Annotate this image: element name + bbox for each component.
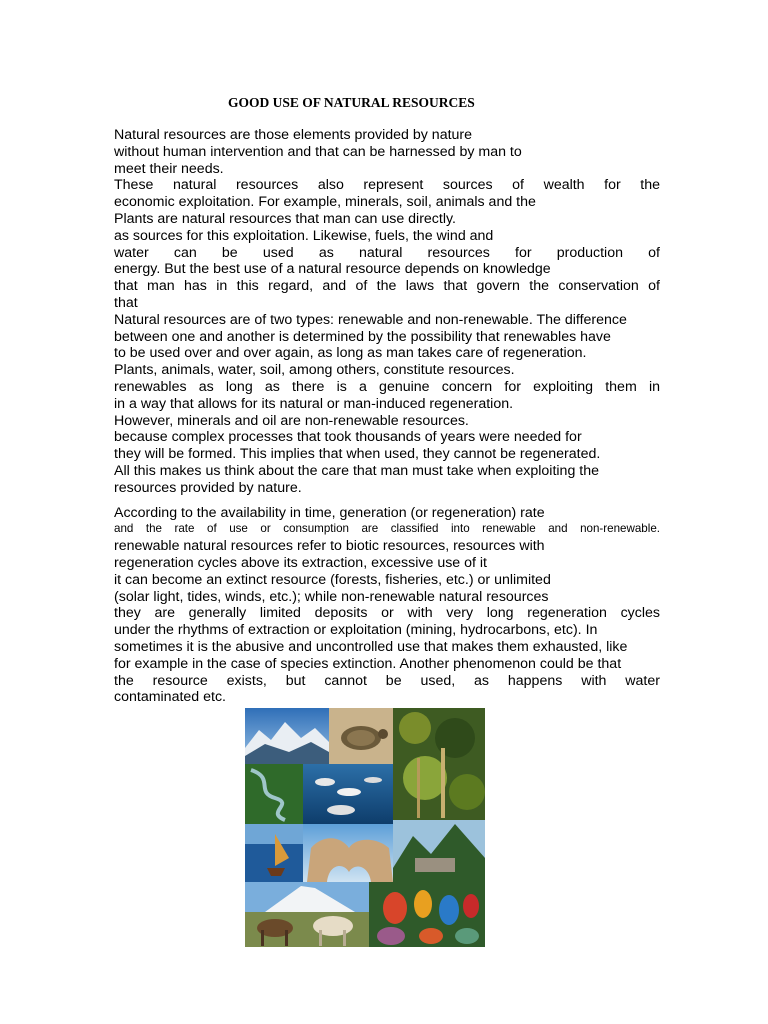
document-title: GOOD USE OF NATURAL RESOURCES [228,95,475,110]
text-line: for example in the case of species extinction. Another phenomenon could be that [114,655,622,672]
paragraph-gap [114,497,660,505]
text-line: water can be used as natural resources for production of [114,244,660,261]
text-line: Plants, animals, water, soil, among others, constitute resources. [114,362,515,379]
text-line: Plants are natural resources that man can use directly. [114,210,456,227]
text-line: it can become an extinct resource (forests, fisheries, etc.) or unlimited [114,571,551,588]
natural-resources-collage [245,708,485,947]
text-line: sometimes it is the abusive and uncontrolled use that makes them exhausted, like [114,638,628,655]
text-line: they are generally limited deposits or with very long regeneration cycles [114,605,660,622]
text-line: that [114,294,138,311]
text-line: regeneration cycles above its extraction, excessive use of it [114,554,488,571]
text-line: between one and another is determined by the possibility that renewables have [114,328,611,345]
text-line: Natural resources are of two types: renewable and non-renewable. The difference [114,311,627,328]
text-line: because complex processes that took thousands of years were needed for [114,429,582,446]
text-line: meet their needs. [114,160,224,177]
text-line: in a way that allows for its natural or man-induced regeneration. [114,395,514,412]
text-line: renewable natural resources refer to biotic resources, resources with [114,538,545,555]
text-line: that man has in this regard, and of the laws that govern the conservation of [114,278,660,295]
paragraph-1 [114,127,660,497]
text-line: According to the availability in time, generation (or regeneration) rate [114,504,545,521]
text-line: resources provided by nature. [114,479,302,496]
text-line: economic exploitation. For example, minerals, soil, animals and the [114,194,536,211]
text-line: under the rhythms of extraction or exploitation (mining, hydrocarbons, etc). In [114,622,598,639]
text-line: they will be formed. This implies that when used, they cannot be regenerated. [114,446,601,463]
paragraph-2 [114,505,660,707]
text-line: to be used over and over again, as long as man takes care of regeneration. [114,345,587,362]
text-line: the resource exists, but cannot be used, as happens with water [114,672,660,689]
text-line: energy. But the best use of a natural resource depends on knowledge [114,261,551,278]
text-line: All this makes us think about the care that man must take when exploiting the [114,462,600,479]
text-line: as sources for this exploitation. Likewise, fuels, the wind and [114,227,494,244]
text-line: (solar light, tides, winds, etc.); while non-renewable natural resources [114,588,549,605]
text-line: Natural resources are those elements provided by nature [114,127,473,143]
text-line: and the rate of use or consumption are classified into renewable and non-renewable. [114,522,660,536]
document-body [114,127,660,706]
text-line: These natural resources also represent sources of wealth for the [114,177,660,194]
text-line: contaminated etc. [114,689,226,706]
text-line: without human intervention and that can be harnessed by man to [114,143,522,160]
text-line: renewables as long as there is a genuine concern for exploiting them in [114,378,660,395]
text-line: However, minerals and oil are non-renewable resources. [114,412,469,429]
